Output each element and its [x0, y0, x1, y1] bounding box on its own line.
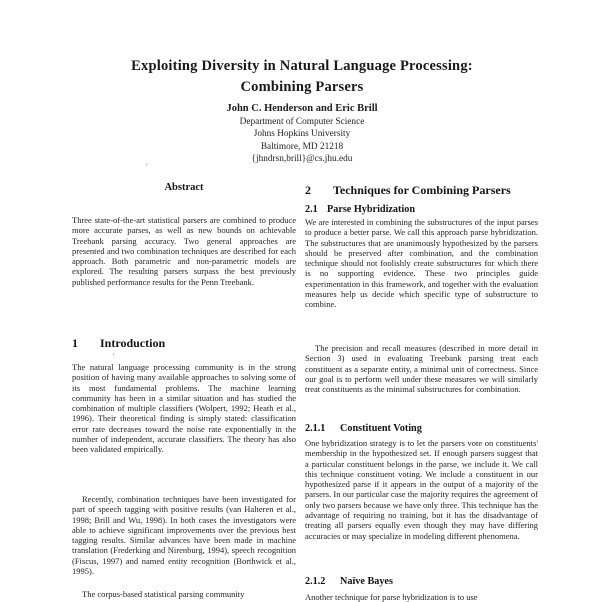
abstract-heading: Abstract — [164, 182, 204, 193]
subsection-title: Constituent Voting — [340, 423, 422, 434]
affiliation-department: Department of Computer Science — [239, 117, 365, 127]
paper-title — [40, 56, 564, 98]
section-number: 2 — [305, 183, 311, 197]
subsection-title: Naïve Bayes — [340, 576, 393, 587]
title-line-1: Exploiting Diversity in Natural Language Processing: — [131, 58, 473, 74]
subsection-heading-naive-bayes — [305, 576, 538, 587]
title-line-2: Combining Parsers — [240, 79, 364, 95]
subsection-heading-constituent-voting — [305, 423, 538, 434]
affiliation-email: {jhndrsn,brill}@cs.jhu.edu — [251, 153, 353, 164]
abstract-text: Three state-of-the-art statistical parsers are combined to produce more accurate parses, as well as new bounds on achievable Treebank parsing accuracy. Two general approaches are presented and two combination techniques are described for each approach. Both parametric and non-parametric models are explored. The resulting parsers surpass the best previously published performance results for the Penn Treebank. — [72, 215, 296, 287]
scan-artifact: ' — [146, 162, 148, 172]
right-column — [305, 183, 538, 600]
affiliation-university: Johns Hopkins University — [253, 129, 351, 140]
section-title: Introduction — [100, 336, 166, 350]
subsection-number: 2.1 — [305, 204, 318, 215]
section-number: 1 — [72, 336, 78, 350]
section-heading-techniques — [305, 184, 538, 197]
scan-artifact: ' — [113, 352, 115, 362]
intro-paragraph-3-partial: The corpus-based statistical parsing community — [82, 589, 245, 599]
authors: John C. Henderson and Eric Brill — [226, 103, 378, 114]
hybridization-paragraph-1: We are interested in combining the substructures of the input parses to produce a better parse. We call this approach parse hybridization. The substructures that are unanimously hypothesized by the parsers should be preserved after combination, and the combination technique should not foolishly create substructures for which there is no supporting evidence. These two principles guide experimentation in this framework, and together with the evaluation measures help us decide which specific type of substructure to combine. — [305, 217, 538, 310]
affiliation-city: Baltimore, MD 21218 — [260, 141, 344, 152]
subsection-heading-parse-hybridization — [305, 204, 538, 215]
left-column — [72, 183, 296, 600]
intro-paragraph-2: Recently, combination techniques have been investigated for part of speech tagging with positive results (van Halteren et al., 1998; Brill and Wu, 1998). In both cases the investigators were able to achieve significant improvements over the previous best tagging results. Similar advances have been made in machine translation (Frederking and Nirenburg, 1994), speech recognition (Fiscus, 1997) and named entity recognition (Borthwick et al., 1995). — [72, 494, 296, 577]
section-title: Techniques for Combining Parsers — [333, 183, 511, 197]
subsection-number: 2.1.2 — [305, 576, 326, 587]
subsection-title: Parse Hybridization — [327, 204, 416, 215]
subsection-number: 2.1.1 — [305, 423, 326, 434]
intro-paragraph-1: The natural language processing community is in the strong position of having many available approaches to solving some of its most fundamental problems. The machine learning community has been in a similar situation and has studied the combination of multiple classifiers (Wolpert, 1992; Heath et al., 1996). Their theoretical finding is simply stated: classification error rate decreases toward the noise rate exponentially in the number of independent, accurate classifiers. The theory has also been validated empirically. — [72, 362, 296, 455]
hybridization-paragraph-2: The precision and recall measures (described in more detail in Section 3) used in evaluating Treebank parsing treat each constituent as a separate entity, a minimal unit of correctness. Since our goal is to perform well under these measures we will similarly treat constituents as the minimal substructures for combination. — [305, 343, 538, 395]
affiliation-block — [40, 116, 564, 165]
naive-bayes-paragraph-partial: Another technique for parse hybridization is to use — [305, 592, 478, 602]
constituent-voting-paragraph: One hybridization strategy is to let the parsers vote on constituents' membership in the hypothesized set. If enough parsers suggest that a particular constituent belongs in the parse, we include it. We call this technique constituent voting. We include a constituent in our hypothesized parse if it appears in the output of a majority of the parsers. In our particular case the majority requires the agreement of only two parsers because we have only three. This technique has the advantage of requiring no training, but it has the disadvantage of treating all parsers equally even though they may have differing accuracies or may specialize in modeling different phenomena. — [305, 438, 538, 541]
paper-header — [40, 56, 564, 165]
section-heading-introduction — [72, 337, 296, 350]
